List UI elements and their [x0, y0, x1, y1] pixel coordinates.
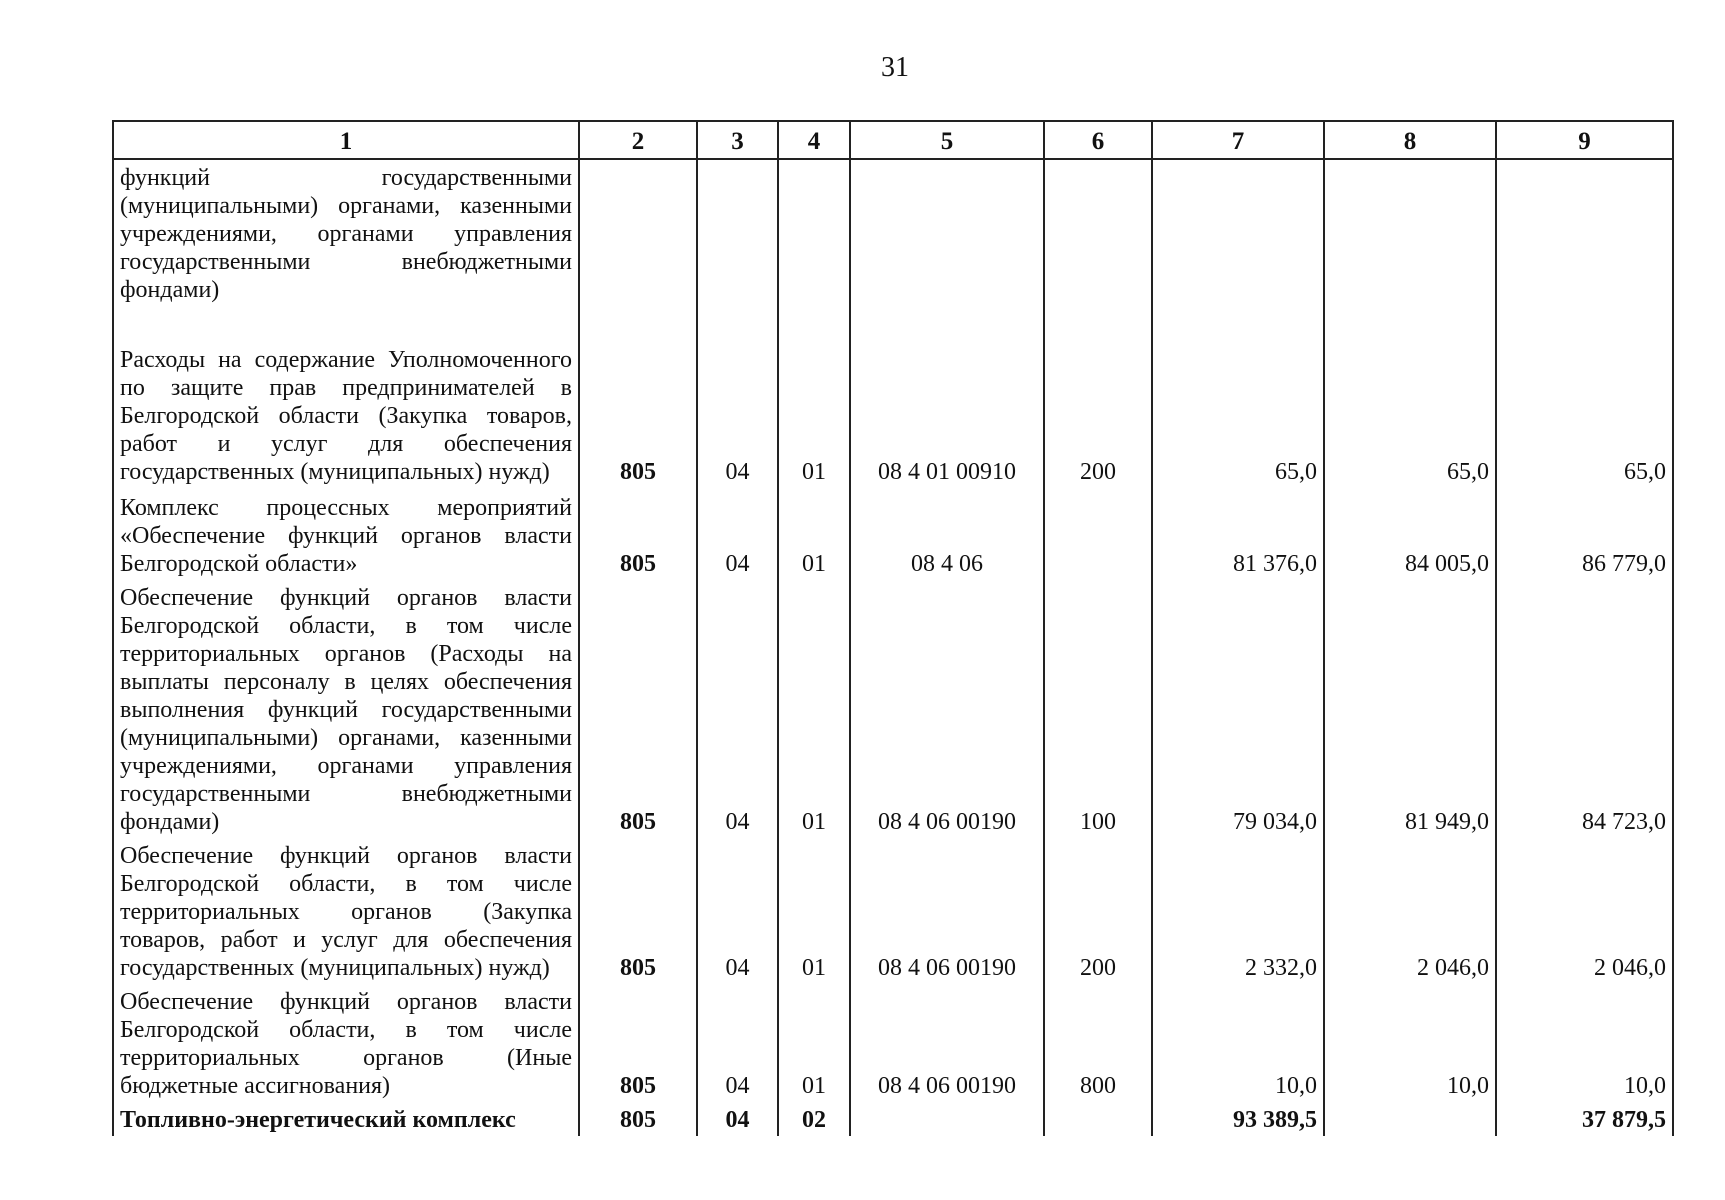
budget-table: [112, 120, 1674, 1136]
cell-expense-type: [1044, 488, 1152, 580]
cell-amount-year-1: 93 389,5: [1152, 1102, 1324, 1136]
column-header: 1: [113, 121, 579, 159]
cell-amount-year-1: 81 376,0: [1152, 488, 1324, 580]
cell-ministry-code: 805: [579, 984, 697, 1102]
cell-amount-year-2: 81 949,0: [1324, 580, 1496, 838]
cell-expense-type: [1044, 1102, 1152, 1136]
cell-description: Комплекс процессных мероприятий «Обеспечение функций органов власти Белгородской области»: [113, 488, 579, 580]
cell-target-article: 08 4 01 00910: [850, 306, 1044, 488]
table-row: [113, 306, 1673, 488]
cell-subsection: 02: [778, 1102, 850, 1136]
cell-ministry-code: 805: [579, 838, 697, 984]
column-header: 7: [1152, 121, 1324, 159]
table-row: [113, 838, 1673, 984]
column-header: 6: [1044, 121, 1152, 159]
cell-description: Обеспечение функций органов власти Белгородской области, в том числе территориальных органов (Расходы на выплаты персоналу в целях обеспечения выполнения функций государственными (муниципальными) органами, казенными учреждениями, органами управления государственными внебюджетными фондами): [113, 580, 579, 838]
table-body: [113, 159, 1673, 1136]
column-header: 9: [1496, 121, 1673, 159]
cell-amount-year-1: [1152, 159, 1324, 306]
cell-expense-type: 200: [1044, 838, 1152, 984]
cell-subsection: 01: [778, 580, 850, 838]
table-row: [113, 159, 1673, 306]
cell-target-article: [850, 1102, 1044, 1136]
cell-target-article: 08 4 06 00190: [850, 838, 1044, 984]
column-header: 2: [579, 121, 697, 159]
cell-amount-year-2: 84 005,0: [1324, 488, 1496, 580]
column-header: 8: [1324, 121, 1496, 159]
cell-description: Расходы на содержание Уполномоченного по защите прав предпринимателей в Белгородской области (Закупка товаров, работ и услуг для обеспечения государственных (муниципальных) нужд): [113, 306, 579, 488]
cell-section: 04: [697, 838, 778, 984]
cell-ministry-code: 805: [579, 488, 697, 580]
cell-expense-type: 200: [1044, 306, 1152, 488]
cell-section: 04: [697, 306, 778, 488]
cell-target-article: 08 4 06 00190: [850, 580, 1044, 838]
cell-amount-year-3: 84 723,0: [1496, 580, 1673, 838]
cell-description: Обеспечение функций органов власти Белгородской области, в том числе территориальных органов (Иные бюджетные ассигнования): [113, 984, 579, 1102]
cell-ministry-code: 805: [579, 1102, 697, 1136]
cell-subsection: 01: [778, 306, 850, 488]
column-header: 4: [778, 121, 850, 159]
cell-amount-year-3: 65,0: [1496, 306, 1673, 488]
cell-description: Топливно-энергетический комплекс: [113, 1102, 579, 1136]
cell-ministry-code: 805: [579, 306, 697, 488]
cell-amount-year-3: [1496, 159, 1673, 306]
cell-description: Обеспечение функций органов власти Белгородской области, в том числе территориальных органов (Закупка товаров, работ и услуг для обеспечения государственных (муниципальных) нужд): [113, 838, 579, 984]
cell-amount-year-3: 86 779,0: [1496, 488, 1673, 580]
cell-section: 04: [697, 984, 778, 1102]
header-row: [113, 121, 1673, 159]
page-number: 31: [881, 52, 909, 83]
cell-subsection: [778, 159, 850, 306]
table-row: [113, 488, 1673, 580]
cell-amount-year-3: 10,0: [1496, 984, 1673, 1102]
cell-subsection: 01: [778, 838, 850, 984]
cell-subsection: 01: [778, 488, 850, 580]
table-row: [113, 984, 1673, 1102]
cell-subsection: 01: [778, 984, 850, 1102]
cell-expense-type: 100: [1044, 580, 1152, 838]
cell-section: [697, 159, 778, 306]
cell-ministry-code: [579, 159, 697, 306]
cell-amount-year-1: 65,0: [1152, 306, 1324, 488]
cell-section: 04: [697, 580, 778, 838]
cell-amount-year-1: 79 034,0: [1152, 580, 1324, 838]
cell-amount-year-2: [1324, 1102, 1496, 1136]
cell-amount-year-3: 37 879,5: [1496, 1102, 1673, 1136]
cell-expense-type: 800: [1044, 984, 1152, 1102]
table-row: [113, 1102, 1673, 1136]
cell-target-article: 08 4 06 00190: [850, 984, 1044, 1102]
cell-amount-year-2: 10,0: [1324, 984, 1496, 1102]
cell-expense-type: [1044, 159, 1152, 306]
cell-amount-year-2: 2 046,0: [1324, 838, 1496, 984]
table-row: [113, 580, 1673, 838]
cell-amount-year-1: 10,0: [1152, 984, 1324, 1102]
cell-target-article: [850, 159, 1044, 306]
cell-target-article: 08 4 06: [850, 488, 1044, 580]
cell-amount-year-3: 2 046,0: [1496, 838, 1673, 984]
cell-amount-year-1: 2 332,0: [1152, 838, 1324, 984]
column-header: 5: [850, 121, 1044, 159]
cell-amount-year-2: 65,0: [1324, 306, 1496, 488]
cell-section: 04: [697, 488, 778, 580]
column-header: 3: [697, 121, 778, 159]
cell-amount-year-2: [1324, 159, 1496, 306]
cell-ministry-code: 805: [579, 580, 697, 838]
cell-section: 04: [697, 1102, 778, 1136]
cell-description: функций государственными (муниципальными) органами, казенными учреждениями, органами управления государственными внебюджетными фондами): [113, 159, 579, 306]
